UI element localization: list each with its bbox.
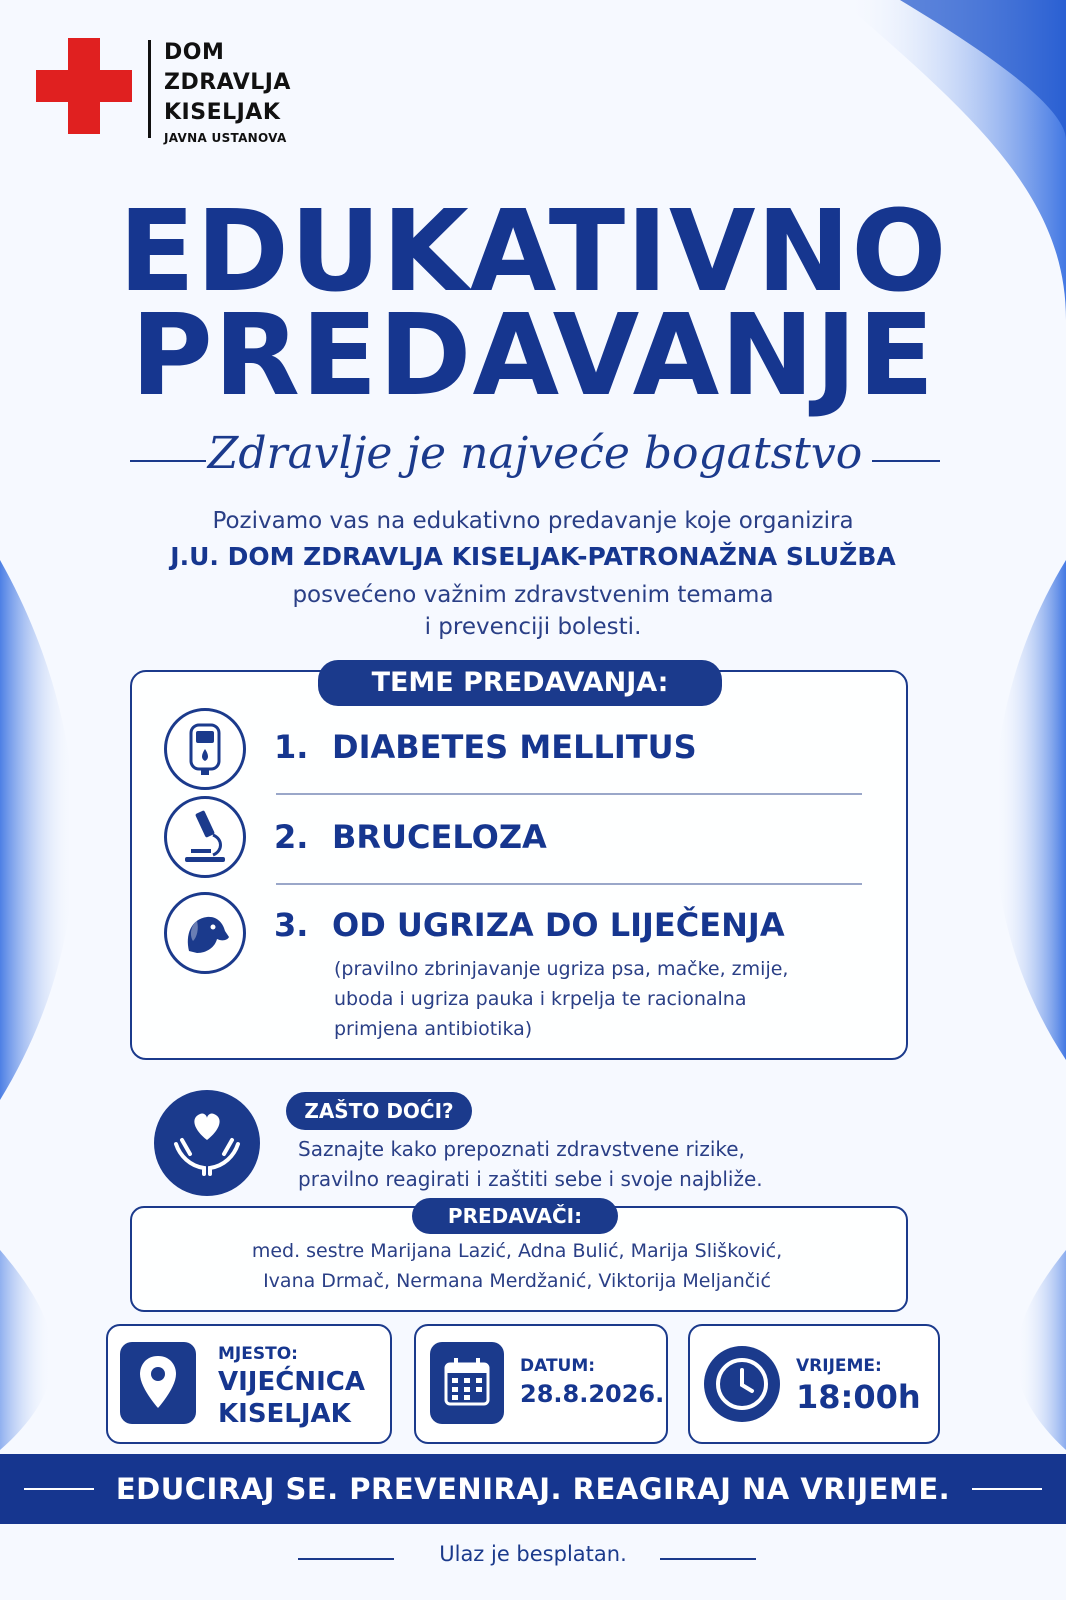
lecturers-heading: PREDAVAČI: (412, 1198, 618, 1234)
date-label: DATUM: (520, 1356, 596, 1376)
place-line: VIJEĆNICA (218, 1367, 365, 1397)
topic-number: 2. (274, 818, 309, 856)
time-value: 18:00h (796, 1378, 921, 1416)
org-name-line: KISELJAK (164, 100, 281, 125)
dog-icon (164, 892, 246, 974)
topics-heading: TEME PREDAVANJA: (318, 660, 722, 706)
topic-title: DIABETES MELLITUS (332, 728, 697, 766)
topic-divider (276, 883, 862, 885)
clock-icon (704, 1346, 780, 1422)
free-entry-note: Ulaz je besplatan. (439, 1542, 627, 1566)
topic-item-1 (274, 728, 697, 766)
topic-item-2 (274, 818, 547, 856)
topic-3-description (334, 954, 874, 1044)
description-line: primjena antibiotika) (334, 1018, 533, 1040)
place-line: KISELJAK (218, 1399, 351, 1429)
lecturers-line: med. sestre Marijana Lazić, Adna Bulić, Marija Slišković, (251, 1240, 783, 1262)
footer (0, 1536, 1066, 1576)
topic-number: 1. (274, 728, 309, 766)
why-line: Saznajte kako prepoznati zdravstvene rizike, (298, 1137, 745, 1161)
why-heading: ZAŠTO DOĆI? (286, 1092, 472, 1130)
topic-title: BRUCELOZA (332, 818, 547, 856)
subtitle-row (130, 428, 940, 488)
place-value (218, 1366, 365, 1430)
intro-line: i prevenciji bolesti. (424, 614, 642, 640)
topic-item-3 (274, 906, 785, 944)
org-type: JAVNA USTANOVA (164, 131, 287, 145)
org-name-line: DOM (164, 40, 225, 65)
logo-divider (148, 40, 151, 138)
date-value: 28.8.2026. (520, 1380, 665, 1408)
organization-logo-text (164, 38, 291, 146)
heart-hands-icon (154, 1090, 260, 1196)
topic-title: OD UGRIZA DO LIJEČENJA (332, 906, 785, 944)
intro-line: Pozivamo vas na edukativno predavanje koje organizira (212, 508, 854, 534)
red-cross-icon (36, 38, 132, 134)
description-line: uboda i ugriza pauka i krpelja te racionalna (334, 988, 747, 1010)
time-label: VRIJEME: (796, 1356, 882, 1376)
topic-divider (276, 793, 862, 795)
page-title-line1: EDUKATIVNO (118, 187, 948, 317)
place-label: MJESTO: (218, 1344, 298, 1364)
intro-line: posvećeno važnim zdravstvenim temama (292, 582, 774, 608)
topic-number: 3. (274, 906, 309, 944)
why-line: pravilno reagirati i zaštiti sebe i svoje najbliže. (298, 1167, 763, 1191)
glucometer-icon (164, 708, 246, 790)
description-line: (pravilno zbrinjavanje ugriza psa, mačke, zmije, (334, 958, 789, 980)
microscope-icon (164, 796, 246, 878)
why-description (298, 1134, 858, 1194)
org-name-line: ZDRAVLJA (164, 70, 291, 95)
lecturers-line: Ivana Drmač, Nermana Merdžanić, Viktorija Meljančić (263, 1270, 771, 1292)
calendar-icon (430, 1342, 504, 1424)
page-title-line2: PREDAVANJE (130, 291, 936, 421)
subtitle: Zdravlje je najveće bogatstvo (207, 428, 863, 479)
location-pin-icon (120, 1342, 196, 1424)
organizer-name: J.U. DOM ZDRAVLJA KISELJAK-PATRONAŽNA SLUŽBA (170, 542, 896, 571)
slogan-text: EDUCIRAJ SE. PREVENIRAJ. REAGIRAJ NA VRIJEME. (115, 1472, 951, 1506)
